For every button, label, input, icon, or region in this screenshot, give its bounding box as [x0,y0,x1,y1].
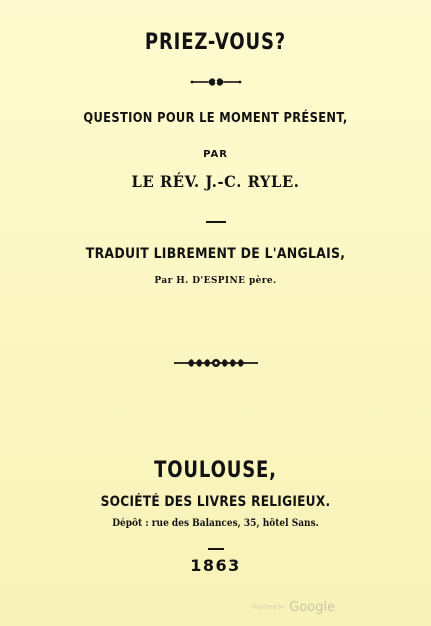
separator-dash [206,221,226,223]
long-fleuron-ornament [0,356,431,370]
publisher-name: SOCIÉTÉ DES LIVRES RELIGIEUX. [100,494,331,510]
translation-note: TRADUIT LIBREMENT DE L'ANGLAIS, [85,246,346,262]
watermark-brand: Google [289,600,336,615]
publication-city: TOULOUSE, [154,458,277,483]
publisher-address: Dépôt : rue des Balances, 35, hôtel Sans. [112,518,319,529]
fleuron-icon [190,76,242,88]
separator-dash-bottom [208,548,224,550]
author-name: LE RÉV. J.-C. RYLE. [131,172,300,191]
small-fleuron-ornament [0,76,431,88]
book-title: PRIEZ-VOUS? [144,30,287,55]
fleuron-row-icon [174,356,258,370]
digitization-watermark [252,597,335,616]
by-label: PAR [203,149,228,160]
book-subtitle: QUESTION POUR LE MOMENT PRÉSENT, [83,110,348,126]
translator-name: Par H. D'ESPINE père. [154,276,277,286]
publication-year: 1863 [190,556,241,575]
watermark-prefix: Digitized by [252,604,285,611]
